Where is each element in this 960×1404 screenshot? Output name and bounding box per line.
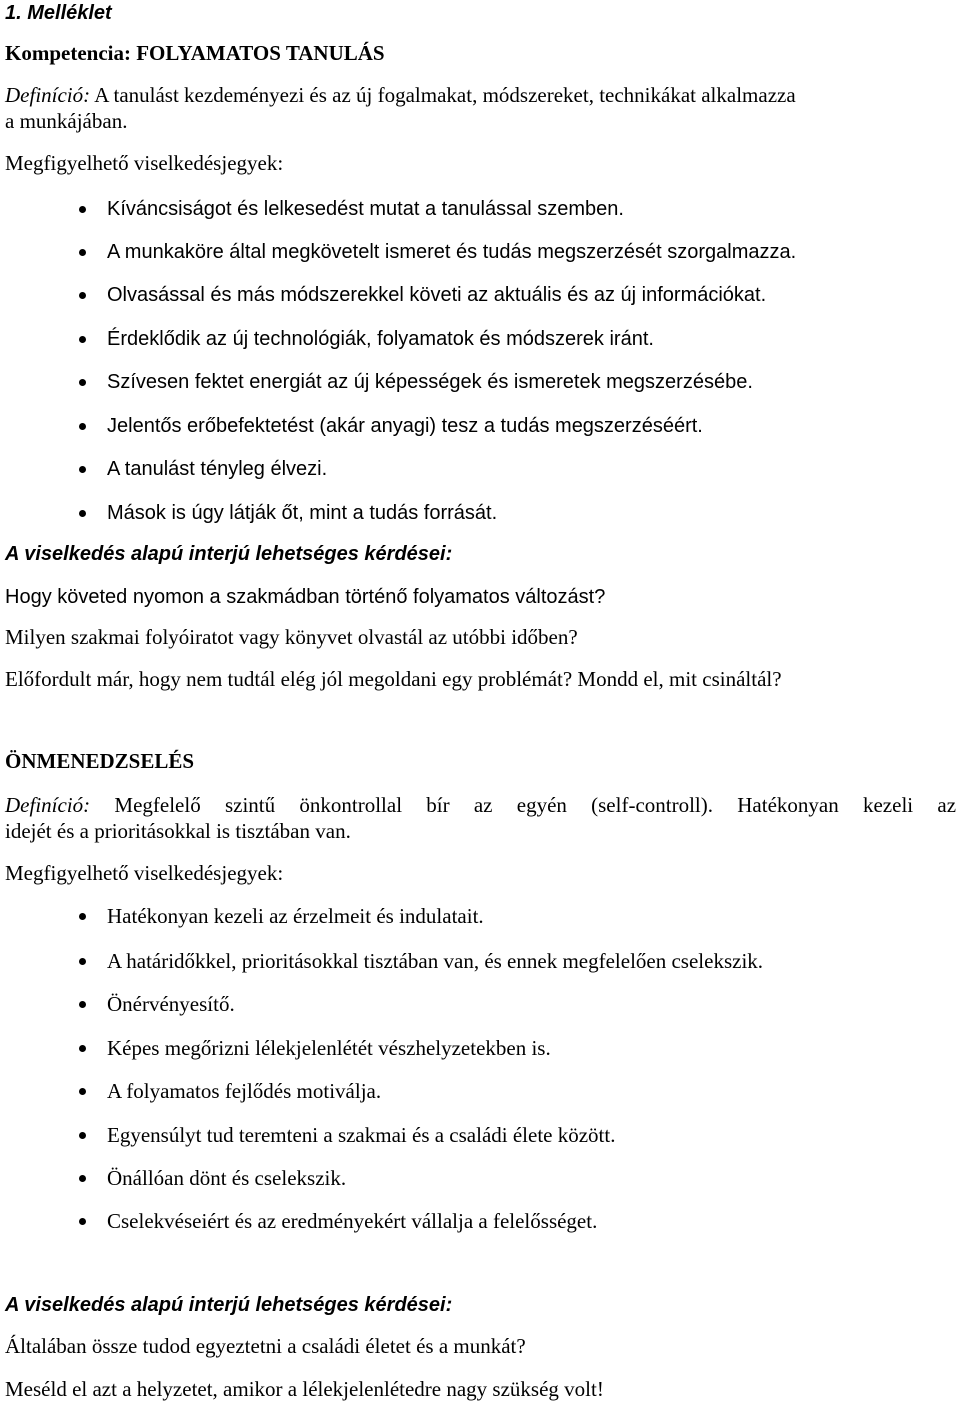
interview-question: Meséld el azt a helyzetet, amikor a lélekjelenlétedre nagy szükség volt! bbox=[5, 1377, 604, 1401]
bullet-icon bbox=[79, 249, 86, 256]
bullet-icon bbox=[79, 336, 86, 343]
competency-heading bbox=[5, 40, 385, 66]
bullet-icon bbox=[79, 913, 86, 920]
definition-line-1 bbox=[5, 792, 956, 818]
competency-label: Kompetencia: bbox=[5, 41, 131, 65]
behaviour-item: Jelentős erőbefektetést (akár anyagi) tesz a tudás megszerzéséért. bbox=[107, 415, 703, 437]
behaviour-item: Egyensúlyt tud teremteni a szakmai és a családi élete között. bbox=[107, 1123, 616, 1147]
behaviour-item: Hatékonyan kezeli az érzelmeit és indulatait. bbox=[107, 904, 484, 928]
behaviour-item: Mások is úgy látják őt, mint a tudás forrását. bbox=[107, 502, 498, 524]
definition-line-1 bbox=[5, 82, 796, 108]
behaviour-item: A folyamatos fejlődés motiválja. bbox=[107, 1079, 382, 1103]
behaviour-item: A tanulást tényleg élvezi. bbox=[107, 458, 328, 480]
behaviour-item: Képes megőrizni lélekjelenlétét vészhelyzetekben is. bbox=[107, 1036, 551, 1060]
bullet-icon bbox=[79, 423, 86, 430]
behaviour-item: Érdeklődik az új technológiák, folyamatok és módszerek iránt. bbox=[107, 328, 654, 350]
definition-line-2: idejét és a prioritásokkal is tisztában van. bbox=[5, 819, 351, 843]
behaviour-item: Olvasással és más módszerekkel követi az aktuális és az új információkat. bbox=[107, 284, 767, 306]
behaviour-item: Önállóan dönt és cselekszik. bbox=[107, 1166, 347, 1190]
behaviour-item: Kíváncsiságot és lelkesedést mutat a tanulással szemben. bbox=[107, 198, 624, 220]
bullet-icon bbox=[79, 1045, 86, 1052]
annex-title: 1. Melléklet bbox=[5, 2, 112, 24]
bullet-icon bbox=[79, 206, 86, 213]
definition-label: Definíció: bbox=[5, 793, 91, 817]
bullet-icon bbox=[79, 1088, 86, 1095]
definition-text-1: A tanulást kezdeményezi és az új fogalmakat, módszereket, technikákat alkalmazza bbox=[94, 83, 796, 107]
behaviours-label: Megfigyelhető viselkedésjegyek: bbox=[5, 151, 284, 175]
bullet-icon bbox=[79, 1001, 86, 1008]
bullet-icon bbox=[79, 510, 86, 517]
bullet-icon bbox=[79, 1218, 86, 1225]
section-title: ÖNMENEDZSELÉS bbox=[5, 749, 195, 773]
behaviour-item: A határidőkkel, prioritásokkal tisztában van, és ennek megfelelően cselekszik. bbox=[107, 949, 764, 973]
behaviour-item: A munkaköre által megkövetelt ismeret és tudás megszerzését szorgalmazza. bbox=[107, 241, 797, 263]
bullet-icon bbox=[79, 1175, 86, 1182]
bullet-icon bbox=[79, 958, 86, 965]
interview-question: Előfordult már, hogy nem tudtál elég jól megoldani egy problémát? Mondd el, mit csináltál? bbox=[5, 667, 782, 691]
interview-question: Milyen szakmai folyóiratot vagy könyvet olvastál az utóbbi időben? bbox=[5, 625, 578, 649]
behaviours-label: Megfigyelhető viselkedésjegyek: bbox=[5, 861, 284, 885]
definition-line-2: a munkájában. bbox=[5, 109, 128, 133]
interview-question: Hogy követed nyomon a szakmádban történő folyamatos változást? bbox=[5, 586, 606, 608]
behaviour-item: Önérvényesítő. bbox=[107, 992, 235, 1016]
bullet-icon bbox=[79, 379, 86, 386]
interview-label: A viselkedés alapú interjú lehetséges kérdései: bbox=[5, 543, 453, 565]
competency-name: FOLYAMATOS TANULÁS bbox=[136, 41, 385, 65]
behaviour-item: Cselekvéseiért és az eredményekért vállalja a felelősséget. bbox=[107, 1209, 598, 1233]
bullet-icon bbox=[79, 1132, 86, 1139]
definition-text-1: Megfelelő szintű önkontrollal bír az egyén (self-controll). Hatékonyan kezeli az bbox=[114, 793, 957, 817]
interview-label: A viselkedés alapú interjú lehetséges kérdései: bbox=[5, 1294, 453, 1316]
bullet-icon bbox=[79, 466, 86, 473]
bullet-icon bbox=[79, 292, 86, 299]
definition-label: Definíció: bbox=[5, 83, 91, 107]
interview-question: Általában össze tudod egyeztetni a családi életet és a munkát? bbox=[5, 1334, 526, 1358]
behaviour-item: Szívesen fektet energiát az új képességek és ismeretek megszerzésébe. bbox=[107, 371, 753, 393]
